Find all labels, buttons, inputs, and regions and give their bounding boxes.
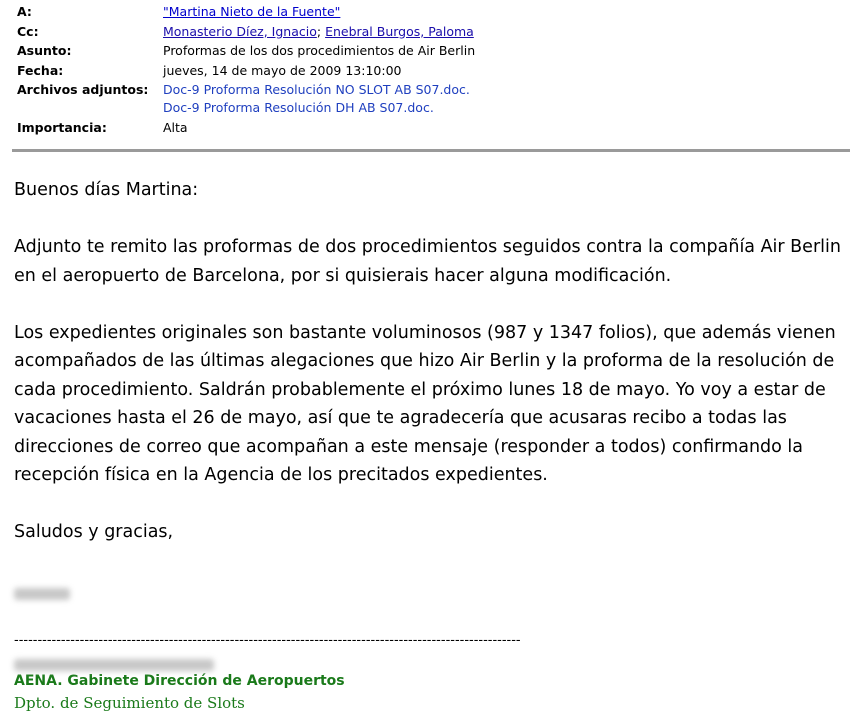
importance-label: Importancia: — [17, 119, 107, 135]
attachments-row — [17, 80, 837, 117]
to-recipient-link[interactable]: "Martina Nieto de la Fuente" — [163, 4, 341, 19]
paragraph-2: Los expedientes originales son bastante voluminosos (987 y 1347 folios), que además vienen acompañados de las últimas alegaciones que hizo Air Berlin y la proforma de la resolución de cada procedimiento. Saldrán probablemente el próximo lunes 18 de mayo. Yo voy a estar de vacaciones hasta el 26 de mayo, así que te agradecería que acusaras recibo a todas las direcciones de correo que acompañan a este mensaje (responder a todos) confirmando la recepción física en la Agencia de los precitados expedientes. — [14, 322, 836, 485]
to-label: A: — [17, 4, 32, 19]
greeting: Buenos días Martina: — [14, 180, 199, 200]
subject-label: Asunto: — [17, 43, 72, 59]
closing: Saludos y gracias, — [14, 522, 174, 542]
redacted-signature-name — [14, 659, 214, 671]
signature-department: Dpto. de Seguimiento de Slots — [14, 694, 245, 712]
attachment-link-1[interactable]: Doc-9 Proforma Resolución NO SLOT AB S07.doc. — [163, 82, 470, 98]
subject-value: Proformas de los dos procedimientos de Air Berlin — [163, 43, 476, 59]
importance-value: Alta — [163, 119, 188, 135]
cc-recipient-link-1[interactable]: Monasterio Díez, Ignacio — [163, 23, 317, 39]
date-value: jueves, 14 de mayo de 2009 13:10:00 — [163, 62, 402, 78]
cc-recipient-link-2[interactable]: Enebral Burgos, Paloma — [325, 23, 474, 39]
cc-row — [17, 22, 837, 42]
attachment-link-2[interactable]: Doc-9 Proforma Resolución DH AB S07.doc. — [163, 99, 434, 115]
cc-label: Cc: — [17, 23, 39, 39]
paragraph-1: Adjunto te remito las proformas de dos procedimientos seguidos contra la compañía Air Berlin en el aeropuerto de Barcelona, por si quisierais hacer alguna modificación. — [14, 237, 841, 286]
redacted-sender-name — [14, 588, 70, 600]
email-header — [17, 2, 837, 137]
subject-row — [17, 41, 837, 61]
signature-organization: AENA. Gabinete Dirección de Aeropuertos — [14, 673, 345, 689]
importance-row — [17, 118, 837, 138]
attachments-label: Archivos adjuntos: — [17, 82, 149, 98]
signature-block — [14, 632, 844, 714]
date-row — [17, 61, 837, 81]
header-divider — [12, 149, 850, 152]
date-label: Fecha: — [17, 62, 64, 78]
to-row — [17, 2, 837, 22]
cc-separator: ; — [316, 23, 322, 39]
signature-separator: ------------------------------------------------------------------------------------------------------------ — [14, 633, 521, 648]
email-body — [14, 176, 844, 609]
